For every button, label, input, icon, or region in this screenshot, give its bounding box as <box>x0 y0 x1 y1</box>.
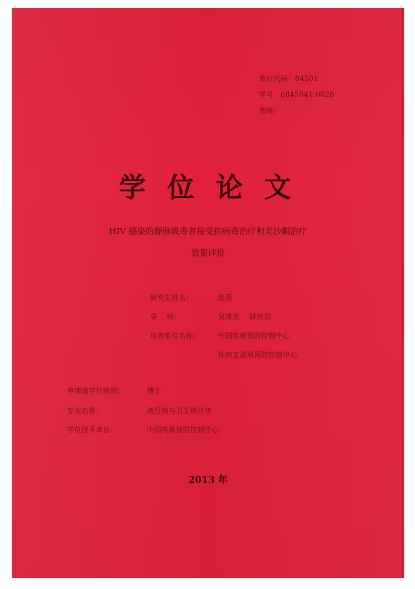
degree-level-value: 博士 <box>147 387 162 395</box>
advisor-label: 导 师： <box>150 313 182 321</box>
major-label: 专业名称： <box>67 407 103 415</box>
degree-level-label: 申请请学位级别： <box>67 387 125 395</box>
thesis-title-line2: 效果评价 <box>190 249 225 259</box>
student-name-value: 赵燕 <box>218 294 233 302</box>
training-unit-value-1: 中国疾病预防控制中心 <box>218 332 290 340</box>
thesis-cover <box>12 8 404 578</box>
page-title: 学 位 论 文 <box>118 173 298 204</box>
thesis-title-line1: HIV 感染的静脉吸毒者接受抗病毒治疗和美沙酮治疗 <box>108 227 308 237</box>
student-id: 学号：6845041:0028 <box>259 91 335 99</box>
training-unit-value-2: 性病艾滋病预防控制中心 <box>218 351 298 359</box>
unit-code: 单位代码：84501 <box>259 75 319 83</box>
training-unit-label: 培养单位名称： <box>150 332 201 340</box>
secrecy-level: 密级： <box>259 107 281 115</box>
student-name-label: 研究生姓名： <box>150 294 194 302</box>
grantor-label: 学位授予单位： <box>67 426 118 434</box>
advisor-value: 吴尊友 研究员 <box>218 313 271 321</box>
major-value: 流行病与卫生统计学 <box>147 407 212 415</box>
year: 2013 年 <box>188 475 228 486</box>
grantor-value: 中国疾病预防控制中心 <box>147 426 219 434</box>
